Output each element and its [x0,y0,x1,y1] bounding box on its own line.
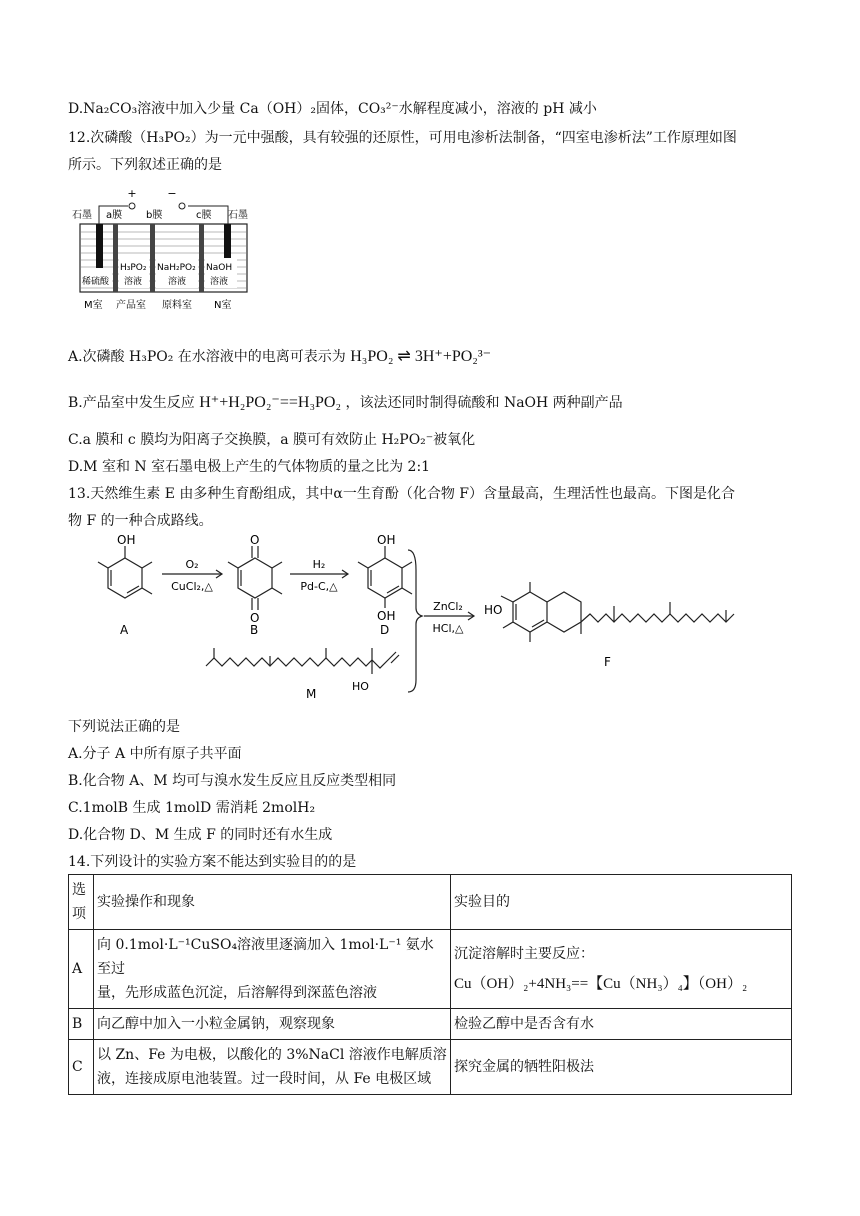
reagent-3-bottom: HCl,△ [432,622,464,635]
solution-m: 稀硫酸 [82,277,110,287]
row-operation [94,1040,451,1095]
label-d: D [380,623,390,637]
reagent-1-bottom: CuCl₂,△ [171,580,213,593]
chain-f [581,614,734,622]
q12-option-d: D.M 室和 N 室石墨电极上产生的气体物质的量之比为 2:1 [68,459,431,475]
q13-option-a: A.分子 A 中所有原子共平面 [68,746,242,762]
label-a: A [120,623,129,637]
reagent-3-top: ZnCl₂ [433,600,463,613]
q12-option-a-text: A.次磷酸 H₃PO₂ 在水溶液中的电离可表示为 [68,349,346,365]
q12-stem-line1: 12.次磷酸（H₃PO₂）为一元中强酸，具有较强的还原性，可用电渗析法制备，“四室电渗析法”工作原理如图 [68,130,737,146]
minus-sign: − [167,188,177,200]
f-ho: HO [484,603,503,617]
ring-f-aromatic [513,592,547,632]
d-oh-bottom: OH [377,609,396,623]
ring-a [108,558,142,598]
row-purpose: 检验乙醇中是否含有水 [451,1009,792,1040]
reagent-2-bottom: Pd-C,△ [300,580,338,593]
q12-option-b-text: B.产品室中发生反应 [68,395,195,411]
membrane-b [150,224,155,292]
row-option: A [69,930,94,1009]
header-option: 选项 [69,875,94,930]
graphite-label-right: 石墨 [228,210,248,221]
solution-n-1: NaOH [206,263,233,273]
synthesis-scheme [90,530,746,706]
label-f: F [604,655,611,669]
q13-option-b: B.化合物 A、M 均可与溴水发生反应且反应类型相同 [68,773,397,789]
reagent-2-top: H₂ [312,558,326,571]
room-product: 产品室 [116,300,146,311]
b-o-bottom: O [250,611,260,625]
b-o-top: O [250,533,260,547]
solution-n-2: 溶液 [210,277,229,287]
table-row [69,1040,792,1095]
label-m: M [306,687,317,701]
membrane-c-label: c膜 [196,210,212,221]
electrodialysis-figure [68,188,258,314]
q14-stem: 14.下列设计的实验方案不能达到实验目的的是 [68,854,357,870]
room-m: M室 [84,300,103,311]
q12-option-a [68,346,491,366]
chain-m [206,652,396,668]
room-raw: 原料室 [162,300,192,311]
membrane-a [113,224,118,292]
ring-b [238,558,272,598]
q12-option-b [68,392,623,412]
q12-option-b-equation: H⁺+H₂PO₂⁻==H₃PO₂ [199,394,342,411]
header-purpose: 实验目的 [451,875,792,930]
row-purpose-line: 沉淀溶解时主要反应： [454,946,594,962]
label-b: B [250,623,259,637]
q12-option-c: C.a 膜和 c 膜均为阳离子交换膜，a 膜可有效防止 H₂PO₂⁻被氧化 [68,432,476,448]
row-option: B [69,1009,94,1040]
q12-stem-line2: 所示。下列叙述正确的是 [68,157,222,173]
row-purpose-equation: Cu（OH）₂+4NH₃==【Cu（NH₃）₄】（OH）₂ [454,976,748,992]
q11-option-d: D.Na₂CO₃溶液中加入少量 Ca（OH）₂固体，CO₃²⁻水解程度减小，溶液的 pH 减小 [68,101,597,117]
m-ho: HO [352,680,369,693]
solution-product-1: H₃PO₂ [120,263,147,273]
q12-option-b-tail: ，该法还同时制得硫酸和 NaOH 两种副产品 [345,395,623,411]
q13-stem-line1: 13.天然维生素 E 由多种生育酚组成，其中α一生育酚（化合物 F）含量最高，生理活性也最高。下图是化合 [68,486,736,502]
q12-option-a-equation: H₃PO₂ ⇌ 3H⁺+PO₂³⁻ [350,348,492,365]
row-purpose: 探究金属的牺牲阳极法 [451,1040,792,1095]
solution-raw-2: 溶液 [168,277,187,287]
experiment-table [68,874,792,1095]
row-operation-line: 向 0.1mol·L⁻¹CuSO₄溶液里逐滴加入 1mol·L⁻¹ 氨水至过 [97,937,434,977]
row-operation-line: 液，连接成原电池装置。过一段时间，从 Fe 电极区域 [97,1071,432,1087]
negative-terminal [179,203,185,209]
table-row [69,1009,792,1040]
table-header-row [69,875,792,930]
d-oh-top: OH [377,533,396,547]
solution-raw-1: NaH₂PO₂ [157,263,196,273]
row-operation [94,930,451,1009]
room-n: N室 [214,300,232,311]
membrane-c [199,224,204,292]
graphite-label-left: 石墨 [72,210,92,221]
plus-sign: + [127,188,137,200]
table-row [69,930,792,1009]
row-operation-line: 以 Zn、Fe 为电极，以酸化的 3%NaCl 溶液作电解质溶 [97,1047,447,1063]
reagent-1-top: O₂ [185,558,199,571]
solution-product-2: 溶液 [124,277,143,287]
ring-d [368,558,402,598]
q13-option-c: C.1molB 生成 1molD 需消耗 2molH₂ [68,800,316,816]
membrane-a-label: a膜 [106,210,123,221]
q13-prompt: 下列说法正确的是 [68,719,180,735]
positive-terminal [129,203,135,209]
a-oh: OH [117,533,136,547]
row-purpose [451,930,792,1009]
row-option: C [69,1040,94,1095]
graphite-electrode-left [96,224,103,268]
q13-option-d: D.化合物 D、M 生成 F 的同时还有水生成 [68,827,333,843]
q13-stem-line2: 物 F 的一种合成路线。 [68,513,213,529]
ring-f-pyran [547,592,581,632]
row-operation-line: 量，先形成蓝色沉淀，后溶解得到深蓝色溶液 [97,985,377,1001]
row-operation: 向乙醇中加入一小粒金属钠，观察现象 [94,1009,451,1040]
membrane-b-label: b膜 [146,210,163,221]
header-operation: 实验操作和现象 [94,875,451,930]
